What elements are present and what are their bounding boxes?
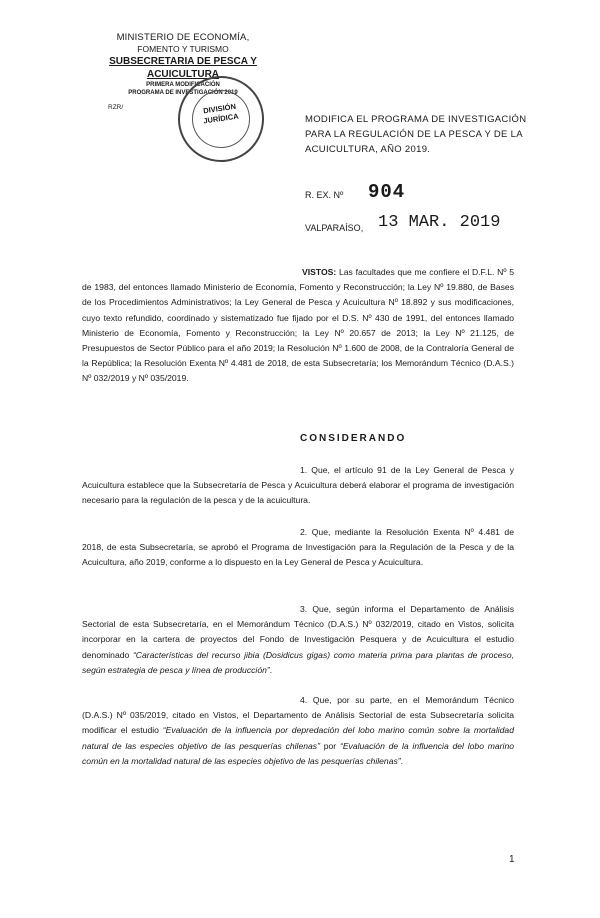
letterhead-small-1: PRIMERA MODIFICACIÓN [146, 82, 220, 88]
point-4-text-a: Que, por su parte, en el Memorándum Técnico (D.A.S.) Nº 035/2019, citado en Vistos, el Departamento de Análisis Sectorial de esta Subsecretaría solicita modificar el estudio [82, 695, 515, 736]
letterhead-subsecretaria: SUBSECRETARIA DE PESCA Y ACUICULTURA [109, 56, 257, 80]
point-4-number: 4. [300, 695, 308, 705]
considerando-point-1 [82, 463, 514, 509]
considerando-point-2 [82, 525, 514, 571]
point-3-number: 3. [300, 604, 308, 614]
document-title: MODIFICA EL PROGRAMA DE INVESTIGACIÓN PARA LA REGULACIÓN DE LA PESCA Y DE LA ACUICULTURA, AÑO 2019. [305, 114, 527, 155]
letterhead-ministry: MINISTERIO DE ECONOMÍA, [116, 32, 250, 43]
point-1-text: Que, el artículo 91 de la Ley General de Pesca y Acuicultura establece que la Subsecretaría de Pesca y Acuicultura deberá elaborar el programa de investigación necesario para la regulación de la pesca y de la acuicultura. [82, 465, 514, 506]
letterhead-ref: RZR/ [108, 104, 124, 111]
exempt-number: 904 [368, 181, 406, 203]
point-4-old-study-title: “Evaluación de la influencia por depredación del lobo marino común sobre la mortalidad natural de las especies objetivo de las pesquerías chilenas” [82, 725, 514, 751]
exempt-label: R. EX. Nº [305, 190, 344, 200]
considerando-point-4 [82, 693, 514, 769]
vistos-label: VISTOS: [302, 267, 337, 277]
point-4-new-study-title: “Evaluación de la influencia del lobo marino común en la mortalidad natural de las especies objetivo de las pesquerías chilenas” [82, 740, 515, 766]
page-number: 1 [509, 854, 515, 865]
stamp-text-1: DIVISIÓN [202, 101, 237, 116]
considerando-heading: CONSIDERANDO [300, 433, 407, 444]
vistos-text: Las facultades que me confiere el D.F.L. Nº 5 de 1983, del entonces llamado Ministerio de Economía, Fomento y Reconstrucción; la Ley Nº 19.880, de Bases de los Procedimientos Administrativos; la Ley General de Pesca y Acuicultura Nº 18.892 y sus modificaciones, cuyo texto refundido, coordinado y sistematizado fue fijado por el D.S. Nº 430 de 1991, del entonces llamado Ministerio de Economía, Fomento y Reconstrucción; la Ley Nº 20.657 de 2013; la Ley Nº 21.125, de Presupuestos de Sector Público para el año 2019; la Resolución Nº 1.600 de 2008, de la Contraloría General de la República; la Resolución Exenta Nº 4.481 de 2018, de esta Subsecretaría; los Memorándum Técnico (D.A.S.) Nº 032/2019 y Nº 035/2019. [82, 267, 515, 384]
point-1-number: 1. [300, 465, 308, 475]
considerando-point-3 [82, 602, 514, 678]
point-4-text-c: por [323, 740, 337, 751]
place: VALPARAÍSO, [305, 223, 364, 233]
point-2-text: Que, mediante la Resolución Exenta Nº 4.481 de 2018, de esta Subsecretaría, se aprobó el Programa de Investigación para la Regulación de la Pesca y de la Acuicultura, año 2019, conforme a lo dispuesto en la Ley General de Pesca y Acuicultura. [82, 527, 514, 568]
date-stamp: 13 MAR. 2019 [378, 213, 501, 232]
letterhead-ministry-2: FOMENTO Y TURISMO [137, 44, 229, 54]
point-3-text-c: . [269, 664, 273, 675]
point-2-number: 2. [300, 527, 308, 537]
vistos-paragraph [82, 265, 514, 387]
stamp-text-2: JURÍDICA [202, 111, 240, 126]
point-3-study-title: “Características del recurso jibia (Dosidicus gigas) como materia prima para plantas de proceso, según estrategia de pesca y línea de producción” [82, 649, 515, 675]
letterhead [78, 32, 288, 97]
point-3-text-a: Que, según informa el Departamento de Análisis Sectorial de esta Subsecretaría, en el Memorándum Técnico (D.A.S.) Nº 032/2019, citado en Vistos, solicita incorporar en la cartera de proyectos del Fondo de Investigación Pesquera y de Acuicultura el estudio denominado [82, 604, 514, 660]
letterhead-small-2: PROGRAMA DE INVESTIGACIÓN 2019 [128, 90, 238, 96]
point-4-text-e: . [400, 755, 404, 766]
